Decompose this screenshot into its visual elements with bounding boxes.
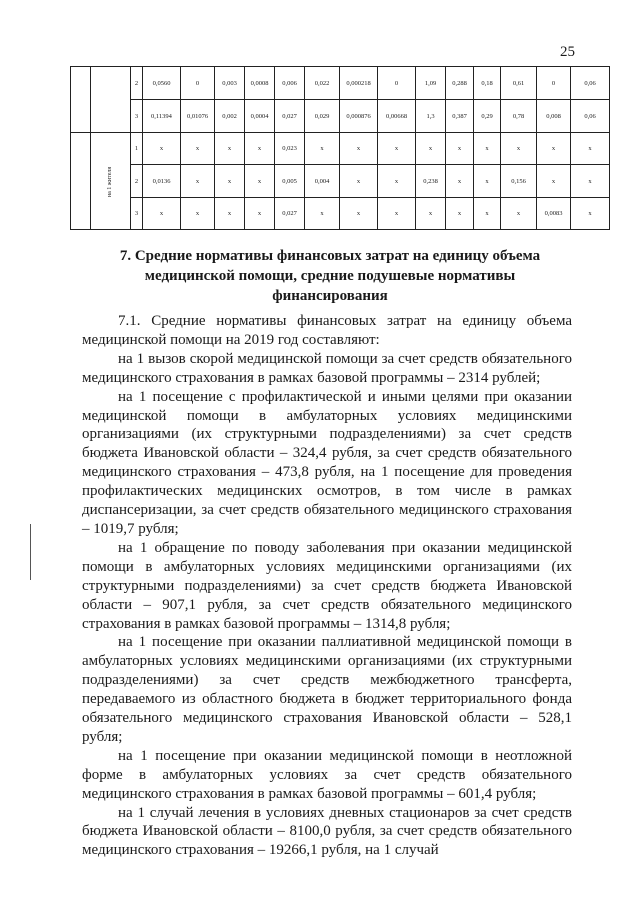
table-cell: x	[215, 133, 245, 165]
table-cell: 1,3	[416, 100, 446, 133]
table-cell: 0,06	[571, 67, 610, 100]
table-cell: x	[378, 198, 416, 230]
table-cell: x	[571, 165, 610, 198]
table-cell: x	[181, 133, 215, 165]
table-cell: 0,78	[501, 100, 537, 133]
group-label-cell	[91, 133, 131, 230]
table-cell: 0,027	[275, 100, 305, 133]
row-number-cell: 2	[131, 165, 143, 198]
table-cell: x	[181, 165, 215, 198]
table-row	[71, 165, 610, 198]
table-cell: x	[501, 198, 537, 230]
margin-mark	[30, 524, 31, 580]
table-cell: 0,027	[275, 198, 305, 230]
paragraph: на 1 посещение с профилактической и иными целями при оказании медицинской помощи в амбулаторных условиях медицинскими организациями (их структурными подразделениями) за счет средств бюджета Ивановской области – 324,4 рубля, за счет средств обязательного медицинского страхования – 473,8 рубля, на 1 посещение для проведения профилактических медицинских осмотров, в том числе в рамках диспансеризации, за счет средств обязательного медицинского страхования – 1019,7 рубля;	[82, 388, 572, 537]
table-cell: x	[305, 133, 340, 165]
table-cell: 0	[537, 67, 571, 100]
table-cell: x	[245, 198, 275, 230]
table-cell: 0,0083	[537, 198, 571, 230]
table-cell: 0,06	[571, 100, 610, 133]
table-cell: x	[571, 133, 610, 165]
paragraph: 7.1. Средние нормативы финансовых затрат на единицу объема медицинской помощи на 2019 год составляют:	[82, 313, 572, 348]
table-cell: x	[474, 198, 501, 230]
paragraph: на 1 посещение при оказании паллиативной медицинской помощи в амбулаторных условиях медицинскими организациями (их структурными подразделениями) за счет средств межбюджетного трансферта, передаваемого из областного бюджета в бюджет территориального фонда обязательного медицинского страхования Ивановской области – 528,1 рубля;	[82, 634, 572, 745]
table-cell: 0,008	[537, 100, 571, 133]
table-cell: x	[143, 133, 181, 165]
table-cell: 0,18	[474, 67, 501, 100]
table-cell: 0,238	[416, 165, 446, 198]
table-row	[71, 198, 610, 230]
table-cell: 0,000876	[340, 100, 378, 133]
table-cell: x	[537, 133, 571, 165]
table-cell: 0,156	[501, 165, 537, 198]
table-row	[71, 100, 610, 133]
table-cell: x	[416, 133, 446, 165]
table-cell: 0,000218	[340, 67, 378, 100]
table-cell: 0,11394	[143, 100, 181, 133]
table-cell: 0,29	[474, 100, 501, 133]
table-cell: x	[305, 198, 340, 230]
table-cell: 0,006	[275, 67, 305, 100]
table-cell: x	[416, 198, 446, 230]
group-cell-empty	[91, 67, 131, 133]
body-text	[82, 312, 572, 860]
table-row	[71, 67, 610, 100]
table-row	[71, 133, 610, 165]
table-cell: 1,09	[416, 67, 446, 100]
table-cell: x	[245, 133, 275, 165]
table-cell: 0	[181, 67, 215, 100]
table-cell: x	[245, 165, 275, 198]
table-cell: 0,029	[305, 100, 340, 133]
table-cell: x	[446, 165, 474, 198]
table-cell: 0,00668	[378, 100, 416, 133]
table-cell: 0,003	[215, 67, 245, 100]
table-cell: 0,0136	[143, 165, 181, 198]
group-cell-empty	[71, 133, 91, 230]
page-number: 25	[560, 44, 575, 60]
table-cell: 0,0560	[143, 67, 181, 100]
table-cell: 0	[378, 67, 416, 100]
table-cell: 0,005	[275, 165, 305, 198]
paragraph: на 1 обращение по поводу заболевания при оказании медицинской помощи в амбулаторных условиях медицинскими организациями (их структурными подразделениями) за счет средств бюджета Ивановской области – 907,1 рубля, за счет средств обязательного медицинского страхования в рамках базовой программы – 1314,8 рубля;	[82, 539, 572, 632]
table-cell: 0,004	[305, 165, 340, 198]
group-label: на 1 жителя	[107, 166, 114, 197]
paragraph: на 1 случай лечения в условиях дневных стационаров за счет средств бюджета Ивановской области – 8100,0 рубля, за счет средств обязательного медицинского страхования – 19266,1 рубля, на 1 случай	[82, 804, 572, 859]
table-cell: 0,288	[446, 67, 474, 100]
table-cell: x	[378, 133, 416, 165]
table-cell: x	[446, 133, 474, 165]
table-cell: x	[446, 198, 474, 230]
section-heading: 7. Средние нормативы финансовых затрат на единицу объема медицинской помощи, средние подушевые нормативы финансирования	[119, 248, 541, 304]
table-cell: 0,022	[305, 67, 340, 100]
table-cell: 0,61	[501, 67, 537, 100]
table-cell: x	[340, 165, 378, 198]
table-cell: x	[378, 165, 416, 198]
table-cell: x	[215, 165, 245, 198]
table-cell: 0,002	[215, 100, 245, 133]
table-cell: x	[340, 198, 378, 230]
table-cell: x	[143, 198, 181, 230]
table-cell: 0,0008	[245, 67, 275, 100]
table-cell: 0,01076	[181, 100, 215, 133]
table-cell: x	[501, 133, 537, 165]
row-number-cell: 2	[131, 67, 143, 100]
table-cell: x	[215, 198, 245, 230]
table-cell: x	[474, 165, 501, 198]
paragraph: на 1 посещение при оказании медицинской помощи в неотложной форме в амбулаторных условиях за счет средств обязательного медицинского страхования в рамках базовой программы – 601,4 рубля;	[82, 747, 572, 802]
group-cell-empty	[71, 67, 91, 133]
row-number-cell: 3	[131, 100, 143, 133]
paragraph: на 1 вызов скорой медицинской помощи за счет средств обязательного медицинского страхования в рамках базовой программы – 2314 рублей;	[82, 350, 572, 386]
table-cell: 0,387	[446, 100, 474, 133]
table-cell: 0,0004	[245, 100, 275, 133]
table-cell: x	[571, 198, 610, 230]
data-table	[70, 66, 610, 230]
table-cell: 0,023	[275, 133, 305, 165]
row-number-cell: 1	[131, 133, 143, 165]
row-number-cell: 3	[131, 198, 143, 230]
table-cell: x	[340, 133, 378, 165]
table-cell: x	[537, 165, 571, 198]
table-cell: x	[181, 198, 215, 230]
table-cell: x	[474, 133, 501, 165]
